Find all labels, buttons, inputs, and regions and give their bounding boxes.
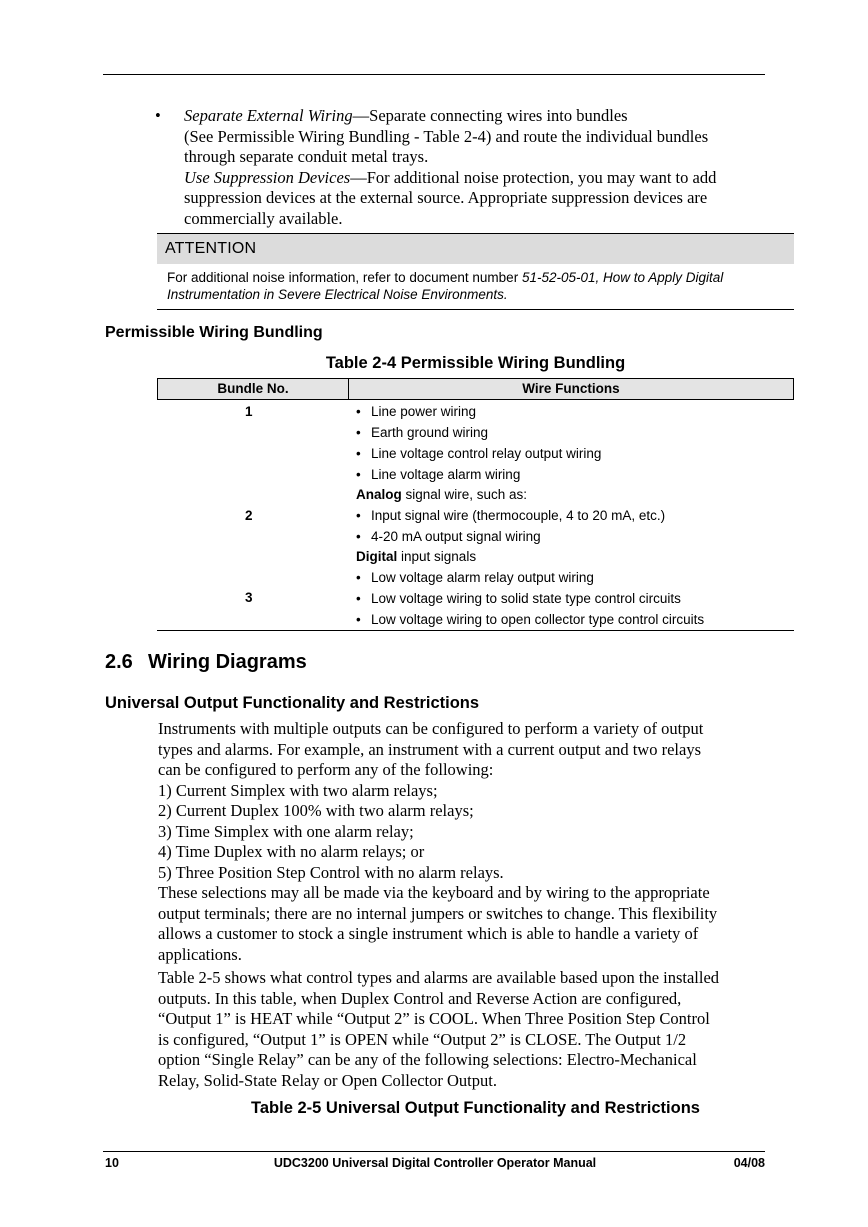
bundle-number: 1 bbox=[245, 404, 253, 419]
permissible-wiring-heading: Permissible Wiring Bundling bbox=[105, 324, 323, 341]
column-header-bundle: Bundle No. bbox=[158, 379, 349, 399]
attention-box bbox=[157, 233, 794, 310]
bundle-number: 2 bbox=[245, 508, 253, 523]
bottom-rule bbox=[103, 1151, 765, 1152]
section-heading bbox=[105, 651, 307, 674]
table-2-4-title: Table 2-4 Permissible Wiring Bundling bbox=[325, 354, 626, 372]
bullet-icon: • bbox=[356, 446, 361, 461]
wire-function-item: • Line power wiring bbox=[356, 404, 477, 419]
attention-doc-ref: 51-52-05-01, How to Apply Digital bbox=[521, 270, 724, 285]
column-header-functions: Wire Functions bbox=[522, 381, 620, 396]
footer-date: 04/08 bbox=[733, 1156, 765, 1170]
wire-function-group-label: Digital input signals bbox=[356, 549, 477, 564]
bullet-icon: • bbox=[356, 591, 361, 606]
wire-function-item: • Low voltage wiring to solid state type control circuits bbox=[356, 591, 681, 606]
suppression-line3: commercially available. bbox=[184, 208, 343, 228]
paragraph-table-explanation: Table 2-5 shows what control types and alarms are available based upon the installed outputs. In this table, when Duplex Control and Reverse Action are configured, “Output 1” is HEAT while “Output 2” is COOL. When Three Position Step Control is configured, “Output 1” is OPEN while “Output 2” is CLOSE. The Output 1/2 option “Single Relay” can be any of the following selections: Electro-Mechanical Relay, Solid-State Relay or Open Collector Output. bbox=[158, 968, 720, 1090]
bundle-number: 3 bbox=[245, 590, 253, 605]
table-body bbox=[157, 400, 794, 630]
wire-function-item: • Earth ground wiring bbox=[356, 425, 489, 440]
bullet-icon: • bbox=[356, 508, 361, 523]
suppression-line2: suppression devices at the external source. Appropriate suppression devices are bbox=[184, 188, 708, 207]
attention-text-plain: For additional noise information, refer to document number bbox=[167, 270, 522, 285]
bullet-icon: • bbox=[356, 612, 361, 627]
wire-function-item: • Low voltage alarm relay output wiring bbox=[356, 570, 594, 585]
wire-function-item: • Line voltage control relay output wiring bbox=[356, 446, 602, 461]
wiring-bundling-table bbox=[157, 378, 794, 631]
paragraph-output-config: Instruments with multiple outputs can be configured to perform a variety of output types and alarms. For example, an instrument with a current output and two relays can be configured to perform any of the following: 1) Current Simplex with two alarm relays; 2) Current Duplex 100% with two alarm relays; 3) Time Simplex with one alarm relay; 4) Time Duplex with no alarm relays; or 5) Three Position Step Control with no alarm relays. These selections may all be made via the keyboard and by wiring to the appropriate output terminals; there are no internal jumpers or switches to change. This flexibility allows a customer to stock a single instrument which is able to handle a variety of applications. bbox=[158, 719, 766, 965]
suppression-text: —For additional noise protection, you may want to add bbox=[350, 167, 717, 187]
wire-function-group-label: Analog signal wire, such as: bbox=[356, 487, 528, 502]
table-2-5-title: Table 2-5 Universal Output Functionality and Restrictions bbox=[251, 1099, 700, 1117]
bullet-icon: • bbox=[356, 404, 361, 419]
attention-text bbox=[157, 264, 794, 309]
wire-function-item: • Input signal wire (thermocouple, 4 to 20 mA, etc.) bbox=[356, 508, 666, 523]
separate-wiring-text: —Separate connecting wires into bundles bbox=[352, 106, 628, 125]
wire-function-item: • 4-20 mA output signal wiring bbox=[356, 529, 541, 544]
config-option: 5) Three Position Step Control with no alarm relays. bbox=[158, 862, 504, 882]
page-number: 10 bbox=[105, 1156, 119, 1170]
bullet-icon: • bbox=[356, 570, 361, 585]
attention-header: ATTENTION bbox=[157, 234, 794, 264]
wire-function-item: • Low voltage wiring to open collector type control circuits bbox=[356, 612, 705, 627]
table-header-row bbox=[157, 378, 794, 400]
attention-doc-title: Instrumentation in Severe Electrical Noise Environments. bbox=[167, 287, 508, 302]
bullet-icon: • bbox=[155, 106, 161, 125]
section-number: 2.6 bbox=[105, 651, 133, 673]
footer-title: UDC3200 Universal Digital Controller Operator Manual bbox=[273, 1156, 597, 1170]
config-option: 2) Current Duplex 100% with two alarm relays; bbox=[158, 801, 474, 820]
bullet-icon: • bbox=[356, 467, 361, 482]
separate-wiring-title: Separate External Wiring bbox=[184, 106, 353, 125]
universal-output-heading: Universal Output Functionality and Restrictions bbox=[105, 694, 480, 712]
wire-function-item: • Line voltage alarm wiring bbox=[356, 467, 521, 482]
suppression-title: Use Suppression Devices bbox=[184, 167, 351, 187]
separate-wiring-line2: (See Permissible Wiring Bundling - Table 2-4) and route the individual bundles bbox=[184, 126, 709, 146]
config-option: 3) Time Simplex with one alarm relay; bbox=[158, 821, 414, 841]
bullet-icon: • bbox=[356, 425, 361, 440]
bullet-icon: • bbox=[356, 529, 361, 544]
config-option: 4) Time Duplex with no alarm relays; or bbox=[158, 842, 425, 861]
section-title: Wiring Diagrams bbox=[148, 651, 307, 673]
top-rule bbox=[103, 74, 765, 75]
separate-wiring-line3: through separate conduit metal trays. bbox=[184, 147, 429, 166]
config-option: 1) Current Simplex with two alarm relays; bbox=[158, 780, 438, 800]
bullet-item-wiring bbox=[155, 106, 767, 229]
